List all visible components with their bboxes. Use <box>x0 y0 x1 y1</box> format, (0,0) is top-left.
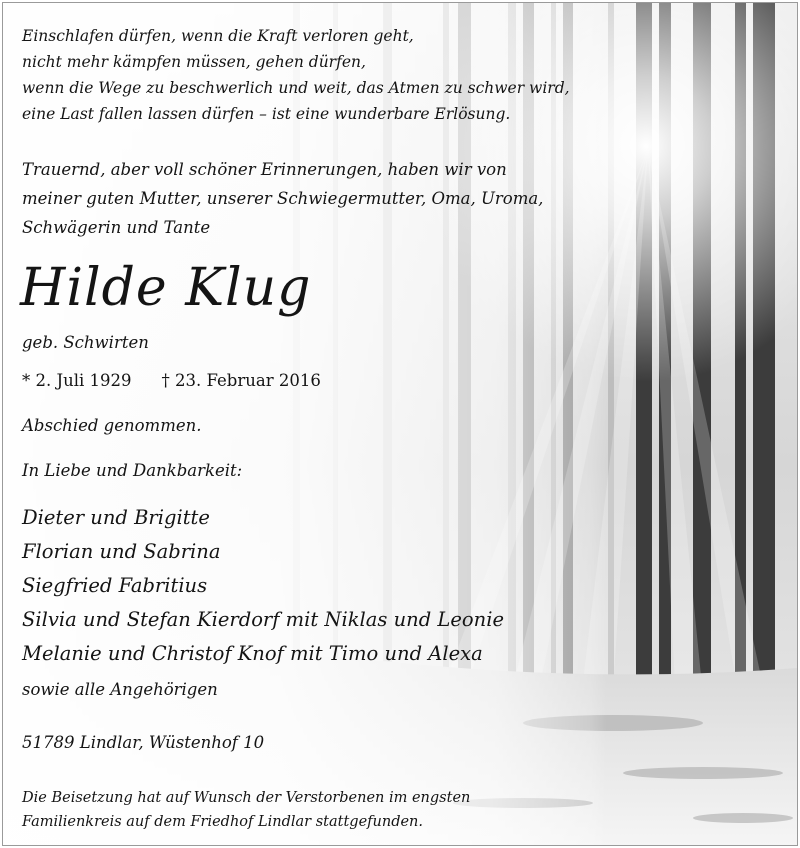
intro-text <box>22 155 622 242</box>
poem-line: wenn die Wege zu beschwerlich und weit, das Atmen zu schwer wird, <box>22 79 570 97</box>
mourner-entry: Melanie und Christof Knof mit Timo und Alexa <box>22 642 483 665</box>
funeral-note <box>22 786 582 834</box>
intro-line: Schwägerin und Tante <box>22 218 211 237</box>
memorial-poem <box>22 23 622 127</box>
poem-line: Einschlafen dürfen, wenn die Kraft verloren geht, <box>22 27 414 45</box>
obituary-notice <box>2 2 798 846</box>
mourner-entry: Silvia und Stefan Kierdorf mit Niklas und Leonie <box>22 608 504 631</box>
deceased-name: Hilde Klug <box>20 258 312 318</box>
life-dates <box>22 369 321 393</box>
dedication-text: In Liebe und Dankbarkeit: <box>22 461 243 480</box>
death-date: † 23. Februar 2016 <box>161 371 321 390</box>
maiden-name: geb. Schwirten <box>22 333 149 352</box>
intro-line: Trauernd, aber voll schöner Erinnerungen, haben wir von <box>22 160 507 179</box>
notice-text <box>3 3 797 845</box>
mourner-entry: Siegfried Fabritius <box>22 574 208 597</box>
mourner-entry: Dieter und Brigitte <box>22 506 210 529</box>
poem-line: eine Last fallen lassen dürfen – ist eine wunderbare Erlösung. <box>22 105 511 123</box>
funeral-line: Familienkreis auf dem Friedhof Lindlar stattgefunden. <box>22 814 424 830</box>
farewell-text: Abschied genommen. <box>22 416 202 435</box>
address-text: 51789 Lindlar, Wüstenhof 10 <box>22 733 265 752</box>
mourners-list <box>22 501 504 671</box>
intro-line: meiner guten Mutter, unserer Schwiegermutter, Oma, Uroma, <box>22 189 544 208</box>
mourner-entry: Florian und Sabrina <box>22 540 221 563</box>
birth-date: * 2. Juli 1929 <box>22 371 132 390</box>
funeral-line: Die Beisetzung hat auf Wunsch der Verstorbenen im engsten <box>22 790 471 806</box>
relatives-text: sowie alle Angehörigen <box>22 680 218 699</box>
poem-line: nicht mehr kämpfen müssen, gehen dürfen, <box>22 53 366 71</box>
